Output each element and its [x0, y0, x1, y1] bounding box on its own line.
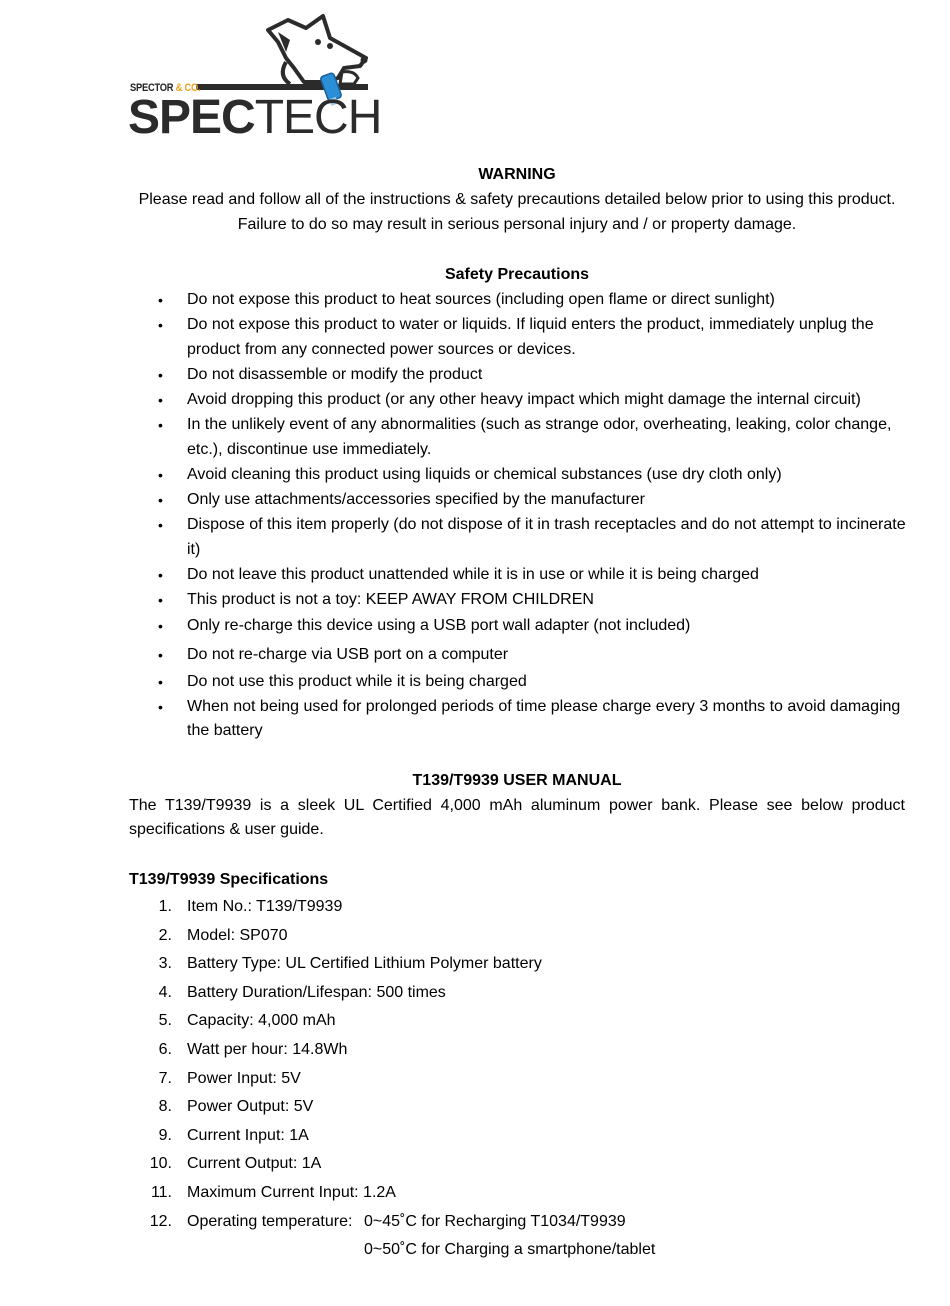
spec-item-number: 12.: [149, 1212, 172, 1230]
warning-title: WARNING: [478, 166, 556, 183]
spec-item-number: 2.: [158, 926, 172, 944]
warning-line-2: Failure to do so may result in serious personal injury and / or property damage.: [237, 216, 797, 233]
manual-intro-line-1: The T139/T9939 is a sleek UL Certified 4,000 mAh aluminum power bank. Please see below product: [129, 797, 905, 814]
spectech-logo: [128, 12, 382, 144]
bullet-icon: •: [158, 592, 163, 608]
spec-temp-line-2: 0~50˚C for Charging a smartphone/tablet: [364, 1241, 656, 1258]
spec-item-text: Operating temperature:: [187, 1212, 353, 1230]
bullet-icon: •: [158, 517, 163, 533]
safety-item-text: product from any connected power sources or devices.: [187, 341, 576, 358]
bullet-icon: •: [158, 674, 163, 690]
spec-item-number: 7.: [158, 1069, 172, 1087]
spec-item-number: 8.: [158, 1098, 172, 1116]
safety-item-text: Do not disassemble or modify the product: [187, 366, 483, 383]
safety-item-text: In the unlikely event of any abnormalities (such as strange odor, overheating, leaking, color change,: [187, 416, 892, 433]
spec-item-number: 3.: [158, 955, 172, 973]
spec-item-text: Capacity: 4,000 mAh: [187, 1012, 336, 1030]
safety-item-text: Do not re-charge via USB port on a computer: [187, 646, 509, 663]
safety-item-text: Do not leave this product unattended while it is in use or while it is being charged: [187, 566, 759, 583]
logo-subtitle-suffix: & CO.: [175, 82, 201, 94]
spec-item-text: Model: SP070: [187, 926, 288, 944]
spec-item-text: Battery Type: UL Certified Lithium Polymer battery: [187, 955, 542, 973]
spec-item-text: Battery Duration/Lifespan: 500 times: [187, 983, 446, 1001]
bullet-icon: •: [158, 492, 163, 508]
bullet-icon: •: [158, 467, 163, 483]
spec-item-text: Item No.: T139/T9939: [187, 898, 343, 915]
logo-subtitle-name: SPECTOR: [130, 82, 174, 94]
spec-item-text: Watt per hour: 14.8Wh: [187, 1041, 348, 1058]
spec-temp-line-1: 0~45˚C for Recharging T1034/T9939: [364, 1213, 626, 1230]
manual-title: T139/T9939 USER MANUAL: [412, 772, 622, 789]
safety-item-text: Do not use this product while it is being charged: [187, 673, 527, 690]
bullet-icon: •: [158, 618, 163, 634]
spec-item-text: Current Input: 1A: [187, 1126, 309, 1144]
safety-item-text: etc.), discontinue use immediately.: [187, 441, 432, 458]
safety-item-text: This product is not a toy: KEEP AWAY FROM CHILDREN: [187, 591, 594, 608]
safety-item-text: Do not expose this product to heat sources (including open flame or direct sunlight): [187, 291, 775, 308]
logo-wordmark: [128, 92, 381, 144]
bullet-icon: •: [158, 367, 163, 383]
spec-item-text: Current Output: 1A: [187, 1155, 322, 1173]
spec-item-number: 1.: [158, 898, 172, 915]
safety-item-text: Only re-charge this device using a USB port wall adapter (not included): [187, 617, 691, 634]
bullet-icon: •: [158, 699, 163, 715]
logo-wordmark-bold: SPEC: [128, 91, 255, 144]
safety-item-text: When not being used for prolonged periods of time please charge every 3 months to avoid damaging: [187, 698, 901, 715]
spec-item-number: 9.: [158, 1126, 172, 1144]
spec-item-number: 6.: [158, 1041, 172, 1058]
bullet-icon: •: [158, 417, 163, 433]
safety-item-text: it): [187, 541, 201, 558]
logo-wordmark-light: TECH: [254, 91, 382, 144]
manual-intro-line-2: specifications & user guide.: [129, 821, 324, 838]
bullet-icon: •: [158, 317, 163, 333]
safety-item-text: Avoid cleaning this product using liquids or chemical substances (use dry cloth only): [187, 466, 782, 483]
safety-item-text: Do not expose this product to water or liquids. If liquid enters the product, immediately unplug the: [187, 316, 874, 333]
safety-title: Safety Precautions: [444, 266, 590, 283]
spec-item-text: Power Input: 5V: [187, 1069, 301, 1087]
spec-item-number: 5.: [158, 1012, 172, 1030]
bullet-icon: •: [158, 292, 163, 308]
spec-item-number: 4.: [158, 983, 172, 1001]
bullet-icon: •: [158, 647, 163, 663]
safety-item-text: Dispose of this item properly (do not dispose of it in trash receptacles and do not attempt to incinerate: [187, 516, 906, 533]
spec-item-number: 11.: [150, 1184, 172, 1201]
safety-item-text: the battery: [187, 722, 263, 739]
safety-item-text: Only use attachments/accessories specified by the manufacturer: [187, 491, 645, 508]
spec-item-text: Maximum Current Input: 1.2A: [187, 1184, 396, 1201]
warning-line-1: Please read and follow all of the instructions & safety precautions detailed below prior to using this product.: [138, 191, 896, 208]
spec-item-text: Power Output: 5V: [187, 1098, 314, 1116]
safety-item-text: Avoid dropping this product (or any other heavy impact which might damage the internal circuit): [187, 391, 861, 408]
bullet-icon: •: [158, 392, 163, 408]
bullet-icon: •: [158, 567, 163, 583]
spec-item-number: 10.: [149, 1155, 172, 1173]
specs-title: T139/T9939 Specifications: [129, 871, 329, 888]
